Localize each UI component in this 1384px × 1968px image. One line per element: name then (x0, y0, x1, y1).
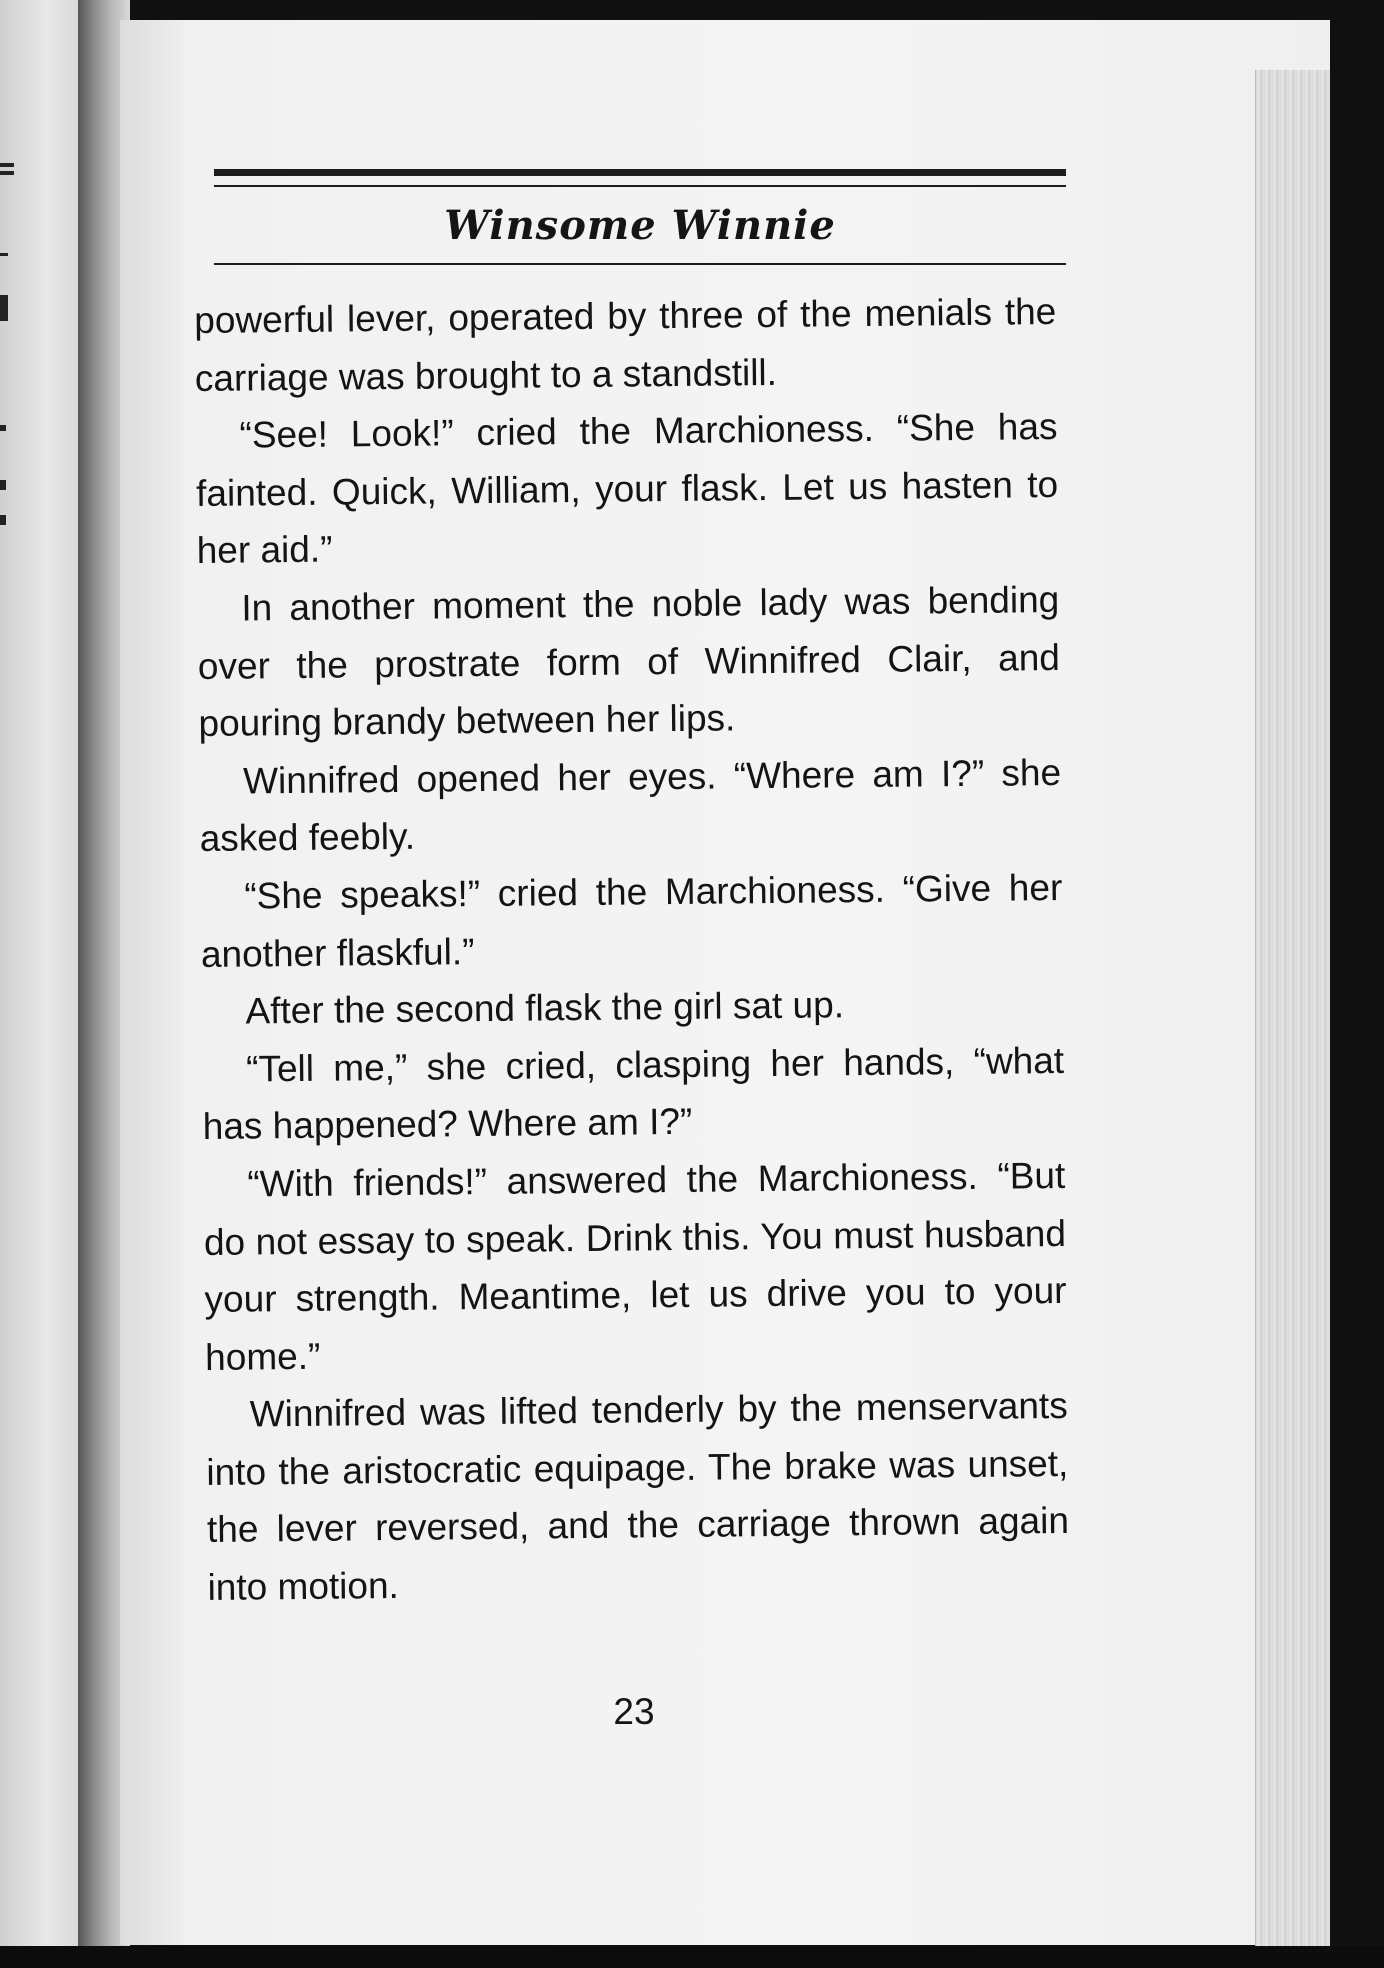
page-number: 23 (613, 1691, 655, 1732)
paragraph: powerful lever, operated by three of the menials the carriage was brought to a standstill. (194, 290, 1057, 399)
header-rule-thick (214, 169, 1066, 176)
scan-bottom-border (0, 1946, 1384, 1968)
title-rule (214, 263, 1066, 265)
facing-page-text-fragments (0, 0, 20, 1968)
page-stack-edge (1255, 70, 1330, 1968)
paragraph: “With friends!” answered the Marchioness. “But do not essay to speak. Drink this. You must husband your strength. Meantime, let us drive you to your home.” (203, 1154, 1067, 1378)
paragraph: Winnifred was lifted tenderly by the menservants into the aristocratic equipage. The brake was unset, the lever reversed, and the carriage thrown again into motion. (206, 1385, 1070, 1608)
paragraph: “She speaks!” cried the Marchioness. “Give her another flaskful.” (200, 866, 1063, 975)
body-text (194, 283, 1070, 1617)
paragraph: Winnifred opened her eyes. “Where am I?” she asked feebly. (199, 751, 1062, 860)
paragraph: “See! Look!” cried the Marchioness. “She has fainted. Quick, William, your flask. Let us hasten to her aid.” (195, 406, 1059, 572)
header-rule-thin (214, 185, 1066, 187)
running-title: Winsome Winnie (444, 202, 836, 249)
paragraph: After the second flask the girl sat up. (245, 984, 845, 1032)
paragraph: “Tell me,” she cried, clasping her hands, “what has happened? Where am I?” (202, 1039, 1065, 1148)
paragraph: In another moment the noble lady was bending over the prostrate form of Winnifred Clair, and pouring brandy between her lips. (197, 578, 1061, 745)
